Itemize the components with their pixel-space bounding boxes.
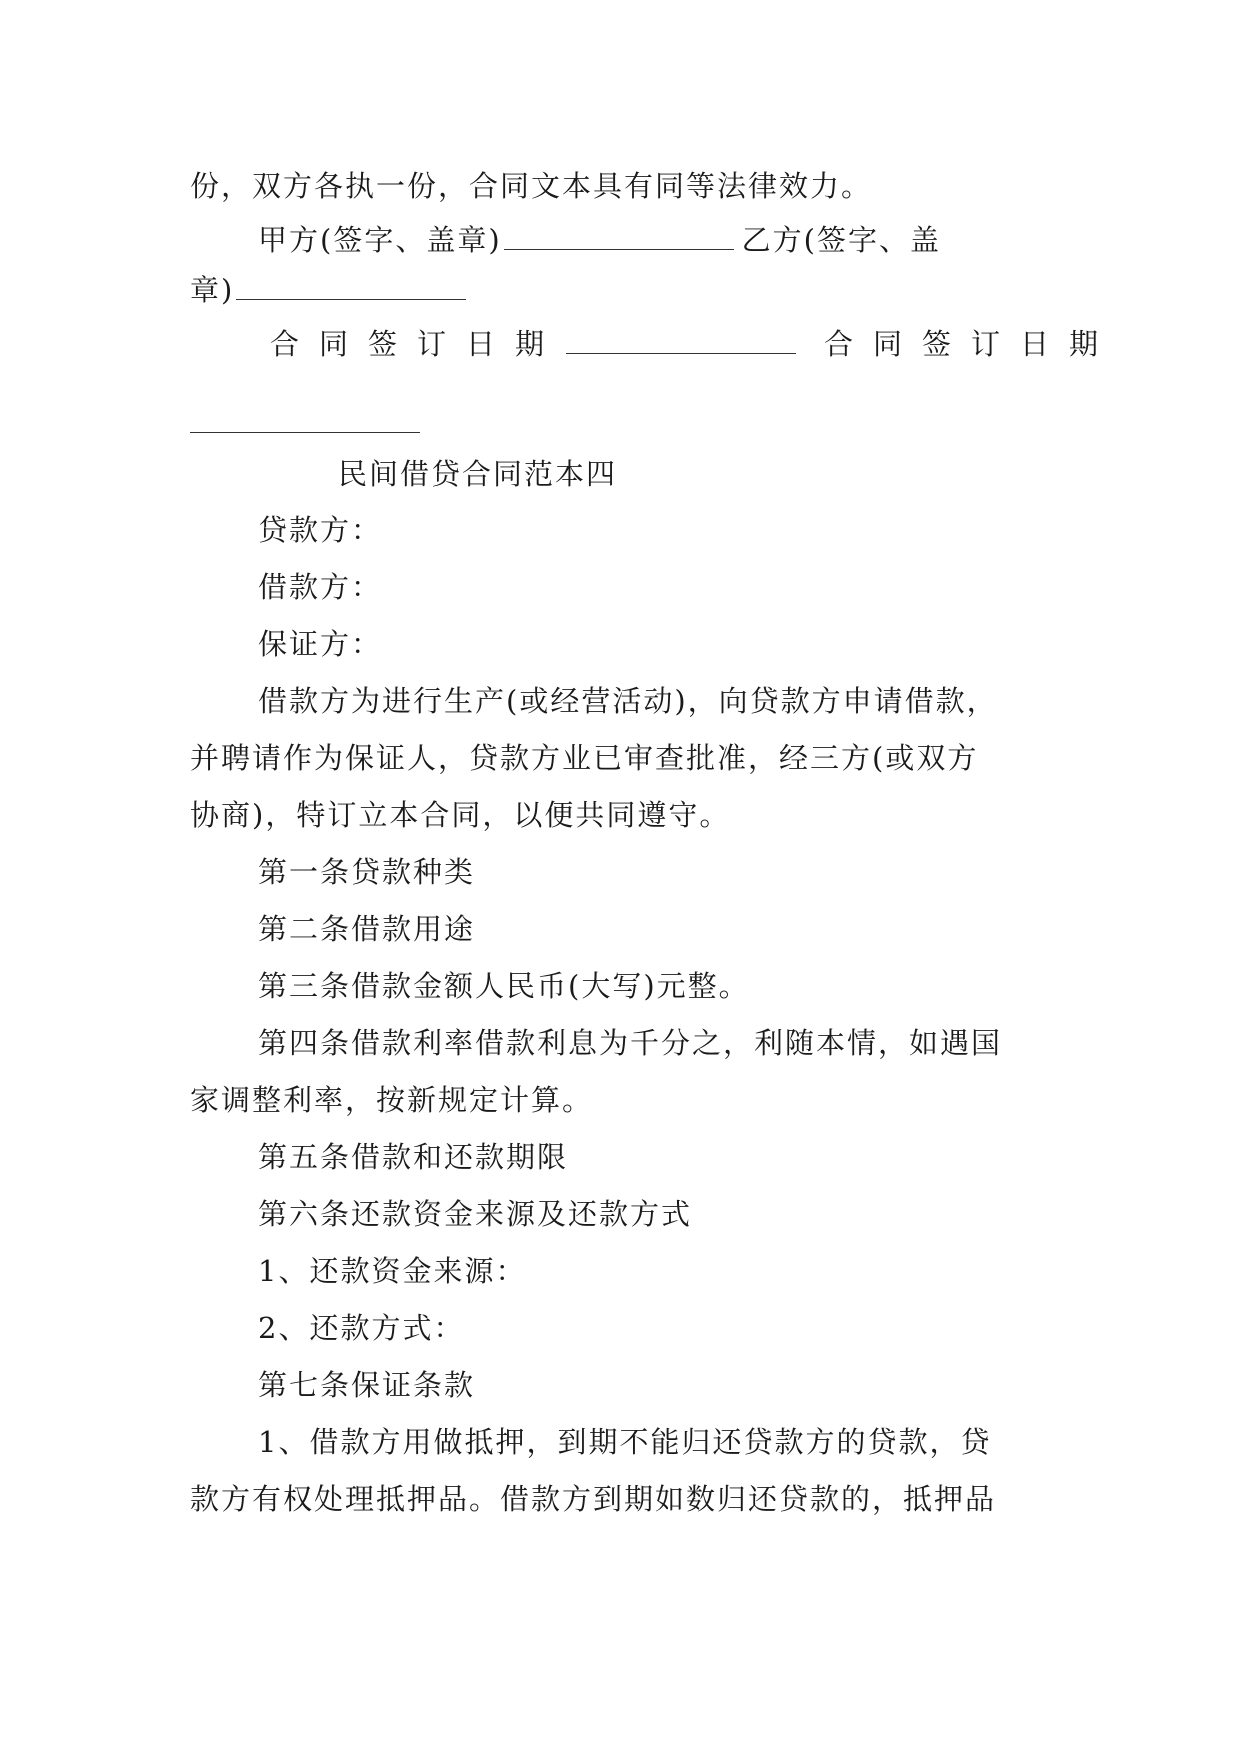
paragraph-line: 协商)，特订立本合同，以便共同遵守。 <box>190 798 731 832</box>
party-a-label: 甲方(签字、盖章) <box>258 223 502 257</box>
date-line <box>270 326 1130 362</box>
article-2: 第二条借款用途 <box>258 912 476 946</box>
lender-field: 贷款方： <box>258 513 383 547</box>
section-title: 民间借贷合同范本四 <box>338 457 618 491</box>
date-blank <box>566 329 796 354</box>
paragraph-line: 借款方为进行生产(或经营活动)，向贷款方申请借款， <box>258 684 998 718</box>
signature-line-party-a <box>258 222 1118 258</box>
guarantor-field: 保证方： <box>258 627 383 661</box>
article-7-item-1-cont: 款方有权处理抵押品。借款方到期如数归还贷款的，抵押品 <box>190 1482 997 1516</box>
signature-line-party-b <box>190 272 1050 308</box>
article-1: 第一条贷款种类 <box>258 855 476 889</box>
article-4: 第四条借款利率借款利息为千分之，利随本情，如遇国 <box>258 1026 1003 1060</box>
article-6-item-2: 2、还款方式： <box>258 1311 465 1345</box>
article-5: 第五条借款和还款期限 <box>258 1140 569 1174</box>
article-7-item-1: 1、借款方用做抵押，到期不能归还贷款方的贷款，贷 <box>258 1425 992 1459</box>
party-b-label-cont: 章) <box>190 273 235 307</box>
article-3: 第三条借款金额人民币(大写)元整。 <box>258 969 750 1003</box>
article-6-item-1: 1、还款资金来源： <box>258 1254 527 1288</box>
date-blank <box>190 432 420 433</box>
paragraph-line: 并聘请作为保证人，贷款方业已审查批准，经三方(或双方 <box>190 741 979 775</box>
date-label-b: 合同签订日期 <box>824 327 1119 361</box>
signature-blank <box>236 275 466 300</box>
text-line: 份，双方各执一份，合同文本具有同等法律效力。 <box>190 169 873 203</box>
article-7: 第七条保证条款 <box>258 1368 476 1402</box>
borrower-field: 借款方： <box>258 570 383 604</box>
article-6: 第六条还款资金来源及还款方式 <box>258 1197 693 1231</box>
signature-blank <box>504 225 734 250</box>
date-label-a: 合同签订日期 <box>270 327 565 361</box>
party-b-label: 乙方(签字、盖 <box>741 223 941 257</box>
article-4-cont: 家调整利率，按新规定计算。 <box>190 1083 594 1117</box>
